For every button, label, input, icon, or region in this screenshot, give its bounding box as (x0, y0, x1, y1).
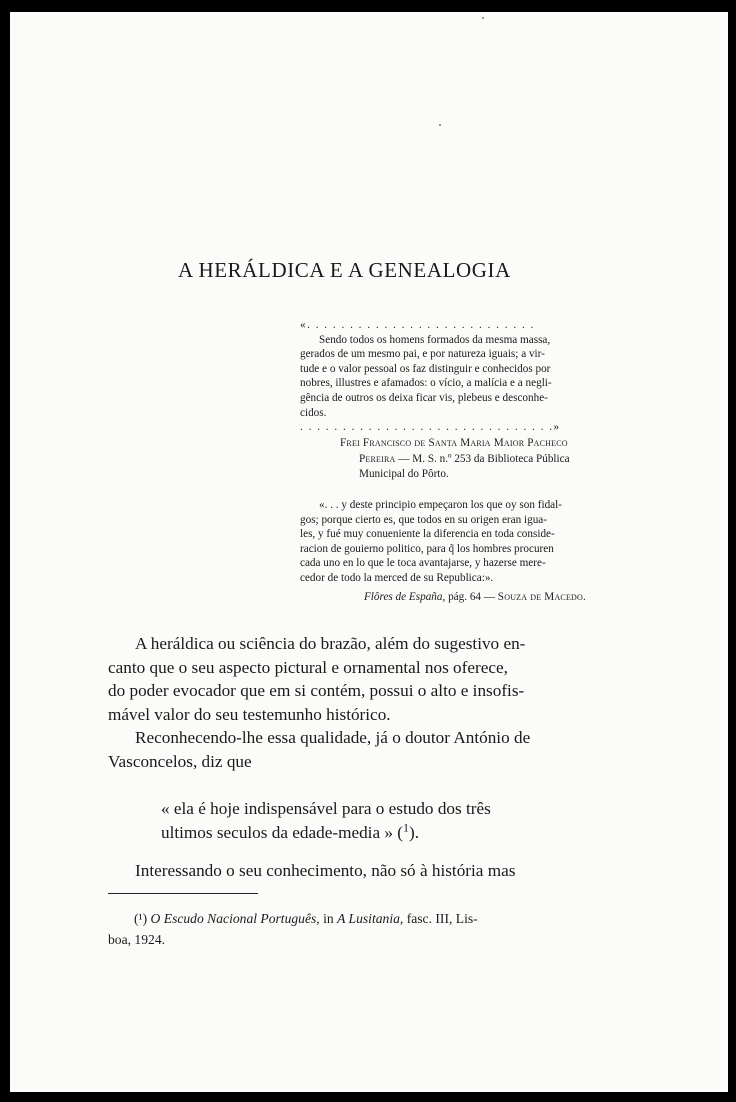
footnote-ref: 1 (403, 819, 410, 834)
paper-speck (439, 124, 441, 126)
attribution-source-line (340, 452, 586, 468)
body-line: Reconhecendo-lhe essa qualidade, já o doutor António de (135, 728, 531, 748)
footnote-divider (108, 893, 258, 894)
epigraph-line: cidos. (300, 406, 327, 419)
quote-end: ). (409, 822, 420, 842)
footnote-work-2: A Lusitania, (337, 911, 404, 926)
epigraph-line: Sendo todos os homens formados da mesma massa, (319, 333, 551, 346)
epigraph-open-dots: «. . . . . . . . . . . . . . . . . . . . . . . . . . . (300, 319, 535, 331)
body-line: Interessando o seu conhecimento, não só à história mas (135, 861, 516, 880)
attribution-source: — M. S. n.º 253 da Biblioteca Pública (395, 452, 570, 465)
epigraph-line: les, y fué muy conueniente la diferencia en toda conside- (300, 528, 555, 541)
footnote-line-1 (108, 908, 581, 929)
epigraph-line: cedor de todo la merced de su Republica:». (300, 571, 494, 584)
quote-line-2 (161, 821, 581, 845)
body-line: do poder evocador que em si contém, possui o alto e insofis- (108, 681, 525, 701)
footnote-marker: (¹) (134, 911, 148, 926)
attribution-author: Frei Francisco de Santa Maria Maior Pacheco (340, 437, 568, 449)
attribution-work: Flôres de España, (363, 590, 446, 603)
attribution-source-line2: Municipal do Pôrto. (359, 468, 449, 481)
epigraph-line: gerados de um mesmo pai, e por natureza iguais; a vir- (300, 348, 545, 361)
epigraph-line: nobres, illustres e afamados: o vício, a malícia e a negli- (300, 377, 552, 390)
chapter-title: A HERÁLDICA E A GENEALOGIA (178, 258, 511, 282)
body-line: Vasconcelos, diz que (108, 751, 252, 771)
epigraph-1 (300, 318, 586, 435)
epigraph-line: gos; porque cierto es, que todos en su origen eran igua- (300, 513, 547, 526)
epigraph-line: cada uno en lo que le toca avantajarse, y hazerse mere- (300, 557, 546, 570)
quote-text: ultimos seculos da edade-media » ( (161, 822, 403, 842)
body-line: canto que o seu aspecto pictural e ornamental nos oferece, (108, 657, 508, 677)
attribution-author: Souza de Macedo. (497, 590, 586, 603)
body-paragraph-3 (108, 859, 581, 883)
footnote-mid: in (319, 911, 338, 926)
epigraph-line: tude e o valor pessoal os faz distinguir e conhecidos por (300, 362, 551, 375)
body-line: A heráldica ou sciência do brazão, além do sugestivo en- (135, 634, 526, 653)
footnote (108, 908, 581, 950)
epigraph-close-dots: . . . . . . . . . . . . . . . . . . . . . . . . . . . . . .» (300, 421, 561, 434)
epigraph-line: «. . . y deste principio empeçaron los que oy son fidal- (319, 499, 562, 511)
attribution-page: pág. 64 — (445, 590, 498, 603)
quote-line: « ela é hoje indispensável para o estudo dos três (161, 799, 491, 818)
attribution-author-cont: Pereira (359, 452, 396, 465)
epigraph-2 (300, 498, 586, 604)
epigraph-1-attribution (340, 436, 586, 483)
footnote-work-1: O Escudo Nacional Português, (150, 911, 320, 926)
paper-speck (482, 17, 484, 19)
body-paragraph-1 (108, 632, 581, 774)
footnote-line-2: boa, 1924. (108, 932, 166, 947)
epigraph-line: gência de outros os deixa ficar vis, plebeus e desconhe- (300, 391, 548, 404)
epigraph-2-attribution (300, 590, 586, 605)
body-line: mável valor do seu testemunho histórico. (108, 704, 391, 724)
epigraph-line: racion de gouierno politico, para q̃ los hombres procuren (300, 542, 554, 555)
block-quote (161, 797, 581, 844)
footnote-rest: fasc. III, Lis- (403, 911, 478, 926)
